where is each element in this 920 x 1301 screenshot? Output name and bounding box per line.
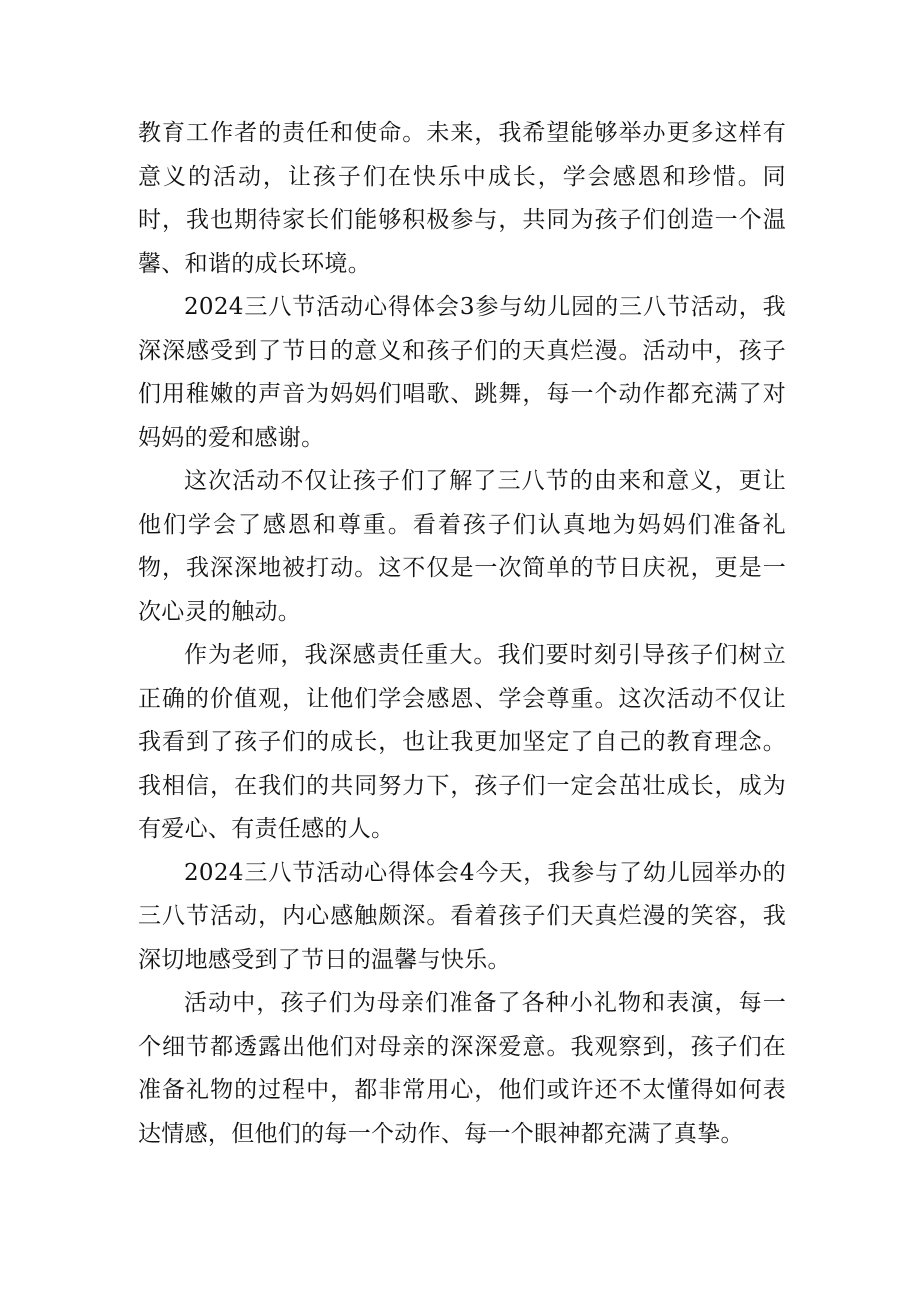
paragraph-reflection-3: 2024三八节活动心得体会3参与幼儿园的三八节活动，我深深感受到了节日的意义和孩子们的天真烂漫。活动中，孩子们用稚嫩的声音为妈妈们唱歌、跳舞，每一个动作都充满了对妈妈的爱和感谢。 (138, 294, 786, 451)
paragraph-gratitude: 这次活动不仅让孩子们了解了三八节的由来和意义，更让他们学会了感恩和尊重。看着孩子们认真地为妈妈们准备礼物，我深深地被打动。这不仅是一次简单的节日庆祝，更是一次心灵的触动。 (138, 468, 786, 625)
document-body (138, 112, 786, 1156)
paragraph-teacher-responsibility: 作为老师，我深感责任重大。我们要时刻引导孩子们树立正确的价值观，让他们学会感恩、学会尊重。这次活动不仅让我看到了孩子们的成长，也让我更加坚定了自己的教育理念。我相信，在我们的共同努力下，孩子们一定会茁壮成长，成为有爱心、有责任感的人。 (138, 642, 786, 842)
paragraph-continuation: 教育工作者的责任和使命。未来，我希望能够举办更多这样有意义的活动，让孩子们在快乐中成长，学会感恩和珍惜。同时，我也期待家长们能够积极参与，共同为孩子们创造一个温馨、和谐的成长环境。 (138, 120, 786, 277)
paragraph-gifts-performances: 活动中，孩子们为母亲们准备了各种小礼物和表演，每一个细节都透露出他们对母亲的深深爱意。我观察到，孩子们在准备礼物的过程中，都非常用心，他们或许还不太懂得如何表达情感，但他们的每一个动作、每一个眼神都充满了真挚。 (138, 990, 786, 1147)
paragraph-reflection-4: 2024三八节活动心得体会4今天，我参与了幼儿园举办的三八节活动，内心感触颇深。看着孩子们天真烂漫的笑容，我深切地感受到了节日的温馨与快乐。 (138, 859, 786, 973)
